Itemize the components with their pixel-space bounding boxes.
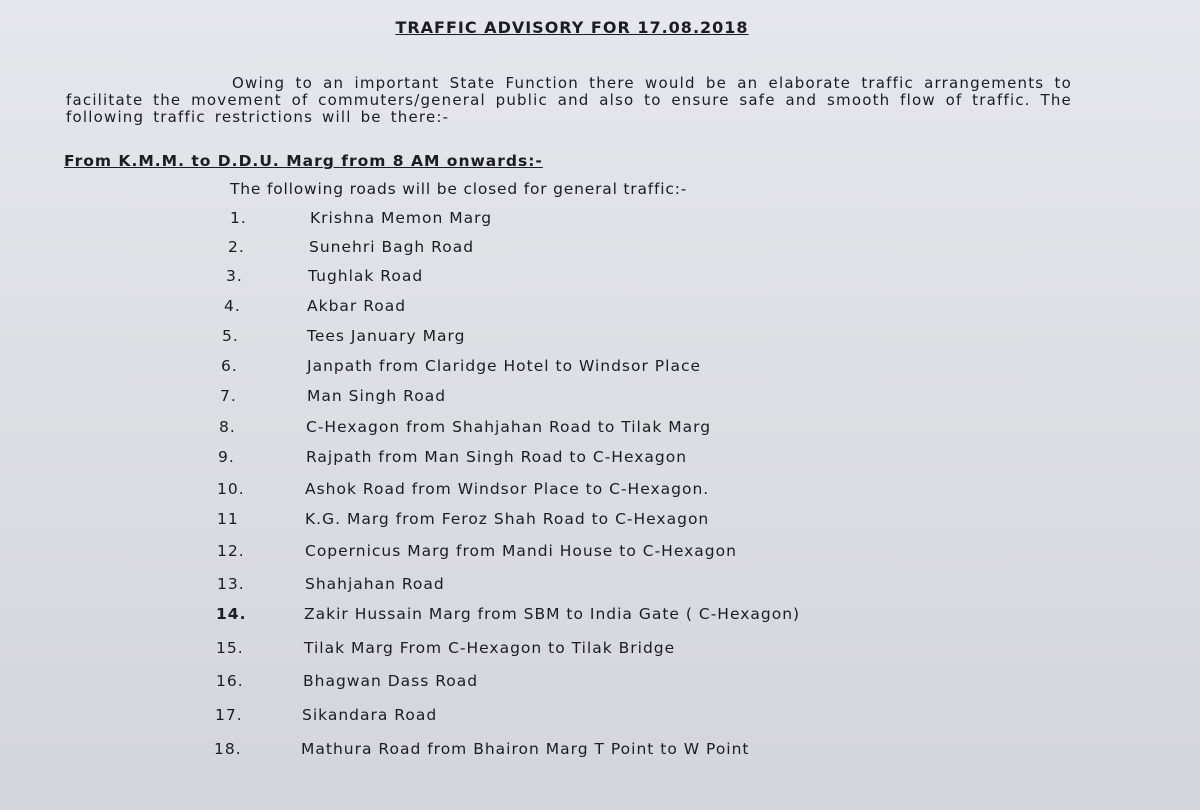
road-item-name: Tees January Marg	[307, 327, 466, 345]
road-item-name: Shahjahan Road	[305, 575, 445, 593]
road-item-name: Janpath from Claridge Hotel to Windsor Place	[307, 357, 701, 375]
road-item-name: Akbar Road	[307, 297, 407, 315]
road-item-name: K.G. Marg from Feroz Shah Road to C-Hexagon	[305, 510, 710, 528]
road-item-name: Zakir Hussain Marg from SBM to India Gate ( C-Hexagon)	[304, 605, 801, 623]
road-item-name: Sikandara Road	[302, 706, 438, 724]
road-item-name: Krishna Memon Marg	[310, 209, 493, 227]
closed-roads-subheading: The following roads will be closed for general traffic:-	[230, 180, 688, 198]
road-item-name: Copernicus Marg from Mandi House to C-Hexagon	[305, 542, 737, 560]
road-item-number: 6.	[221, 357, 238, 375]
road-item-number: 15.	[216, 639, 244, 657]
road-item-number: 14.	[216, 605, 247, 623]
road-item-name: Tilak Marg From C-Hexagon to Tilak Bridge	[304, 639, 676, 657]
road-item-number: 7.	[220, 387, 237, 405]
road-item-number: 16.	[216, 672, 244, 690]
road-item-number: 3.	[226, 267, 243, 285]
road-item-number: 13.	[217, 575, 245, 593]
road-item-name: Tughlak Road	[308, 267, 424, 285]
road-item-name: Bhagwan Dass Road	[303, 672, 479, 690]
road-item-name: Mathura Road from Bhairon Marg T Point to W Point	[301, 740, 750, 758]
road-item-number: 2.	[228, 238, 245, 256]
road-item-name: Sunehri Bagh Road	[309, 238, 475, 256]
road-item-number: 5.	[222, 327, 239, 345]
road-item-number: 11	[217, 510, 239, 528]
road-item-name: Man Singh Road	[307, 387, 447, 405]
road-item-number: 18.	[214, 740, 242, 758]
road-item-number: 8.	[219, 418, 236, 436]
road-item-name: Ashok Road from Windsor Place to C-Hexagon.	[305, 480, 710, 498]
road-item-number: 9.	[218, 448, 235, 466]
road-item-number: 12.	[217, 542, 245, 560]
section-heading: From K.M.M. to D.D.U. Marg from 8 AM onwards:-	[64, 152, 543, 170]
road-item-number: 1.	[230, 209, 247, 227]
road-item-number: 17.	[215, 706, 243, 724]
road-item-number: 4.	[224, 297, 241, 315]
road-item-name: Rajpath from Man Singh Road to C-Hexagon	[306, 448, 688, 466]
advisory-title: TRAFFIC ADVISORY FOR 17.08.2018	[395, 18, 749, 37]
road-item-name: C-Hexagon from Shahjahan Road to Tilak Marg	[306, 418, 712, 436]
intro-paragraph: Owing to an important State Function there would be an elaborate traffic arrangements to facilitate the movement of commuters/general public and also to ensure safe and smooth flow of traffic. The following traffic restrictions will be there:-	[66, 74, 1072, 126]
road-item-number: 10.	[217, 480, 245, 498]
